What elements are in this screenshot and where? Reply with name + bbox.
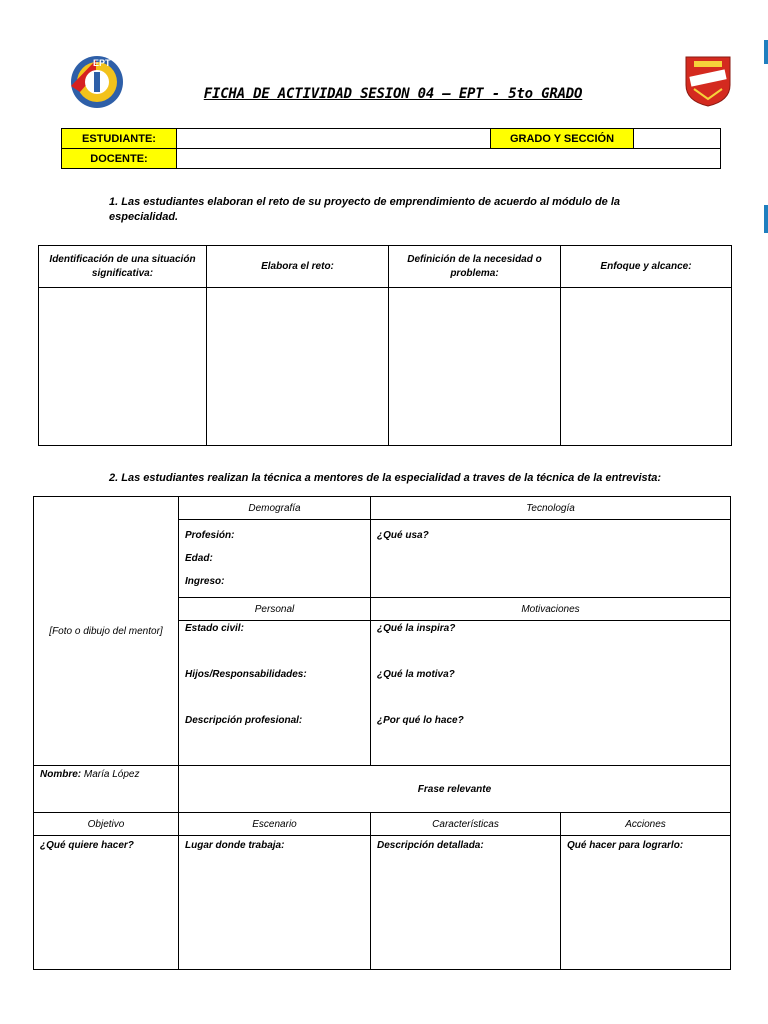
page-title: FICHA DE ACTIVIDAD SESION 04 – EPT - 5to GRADO xyxy=(203,86,583,102)
estado-civil-label: Estado civil: xyxy=(185,623,244,634)
mentor-photo-placeholder[interactable]: [Foto o dibujo del mentor] xyxy=(34,497,179,766)
escenario-cell[interactable]: Lugar donde trabaja: xyxy=(179,836,371,970)
que-motiva-label: ¿Qué la motiva? xyxy=(377,669,455,680)
grado-seccion-field[interactable] xyxy=(634,129,721,149)
page-edge-marker xyxy=(764,205,768,233)
col-enfoque-alcance: Enfoque y alcance: xyxy=(561,246,732,288)
demografia-heading: Demografía xyxy=(179,497,371,520)
ingreso-label: Ingreso: xyxy=(185,576,225,587)
estudiante-label: ESTUDIANTE: xyxy=(62,129,177,149)
acciones-heading: Acciones xyxy=(561,813,731,836)
descripcion-profesional-label: Descripción profesional: xyxy=(185,715,303,726)
tecnologia-heading: Tecnología xyxy=(371,497,731,520)
que-usa-label: ¿Qué usa? xyxy=(377,530,429,541)
mentor-interview-table xyxy=(33,496,731,970)
mentor-name-cell[interactable] xyxy=(34,766,179,813)
escenario-heading: Escenario xyxy=(179,813,371,836)
frase-relevante[interactable]: Frase relevante xyxy=(179,766,731,813)
profesion-label: Profesión: xyxy=(185,530,235,541)
section2-instruction: 2. Las estudiantes realizan la técnica a mentores de la especialidad a traves de la técnica de la entrevista: xyxy=(109,472,662,484)
demografia-cell[interactable] xyxy=(179,520,371,598)
school-crest-logo xyxy=(684,55,732,107)
por-que-lo-hace-label: ¿Por qué lo hace? xyxy=(377,715,464,726)
personal-heading: Personal xyxy=(179,598,371,621)
hijos-responsabilidades-label: Hijos/Responsabilidades: xyxy=(185,669,307,680)
ept-logo-text: EPT xyxy=(93,58,111,68)
docente-field[interactable] xyxy=(177,149,721,169)
objetivo-heading: Objetivo xyxy=(34,813,179,836)
motivaciones-cell[interactable] xyxy=(371,621,731,766)
col-elabora-reto: Elabora el reto: xyxy=(207,246,389,288)
nombre-label: Nombre: xyxy=(40,769,82,780)
student-info-table xyxy=(61,128,721,169)
caracteristicas-cell[interactable]: Descripción detallada: xyxy=(371,836,561,970)
col-necesidad-problema: Definición de la necesidad o problema: xyxy=(389,246,561,288)
situacion-significativa-field[interactable] xyxy=(39,288,207,446)
enfoque-alcance-field[interactable] xyxy=(561,288,732,446)
section1-instruction: 1. Las estudiantes elaboran el reto de su proyecto de emprendimiento de acuerdo al módulo de la especialidad. xyxy=(109,196,621,223)
necesidad-problema-field[interactable] xyxy=(389,288,561,446)
docente-label: DOCENTE: xyxy=(62,149,177,169)
elabora-reto-field[interactable] xyxy=(207,288,389,446)
motivaciones-heading: Motivaciones xyxy=(371,598,731,621)
col-situacion-significativa: Identificación de una situación significativa: xyxy=(39,246,207,288)
reto-table xyxy=(38,245,732,446)
personal-cell[interactable] xyxy=(179,621,371,766)
ept-logo xyxy=(66,52,128,110)
objetivo-cell[interactable]: ¿Qué quiere hacer? xyxy=(34,836,179,970)
estudiante-field[interactable] xyxy=(177,129,491,149)
page-edge-marker xyxy=(764,40,768,64)
caracteristicas-heading: Características xyxy=(371,813,561,836)
edad-label: Edad: xyxy=(185,553,213,564)
nombre-value: María López xyxy=(83,769,140,780)
que-inspira-label: ¿Qué la inspira? xyxy=(377,623,456,634)
tecnologia-cell[interactable] xyxy=(371,520,731,598)
grado-seccion-label: GRADO Y SECCIÓN xyxy=(491,129,634,149)
acciones-cell[interactable]: Qué hacer para lograrlo: xyxy=(561,836,731,970)
